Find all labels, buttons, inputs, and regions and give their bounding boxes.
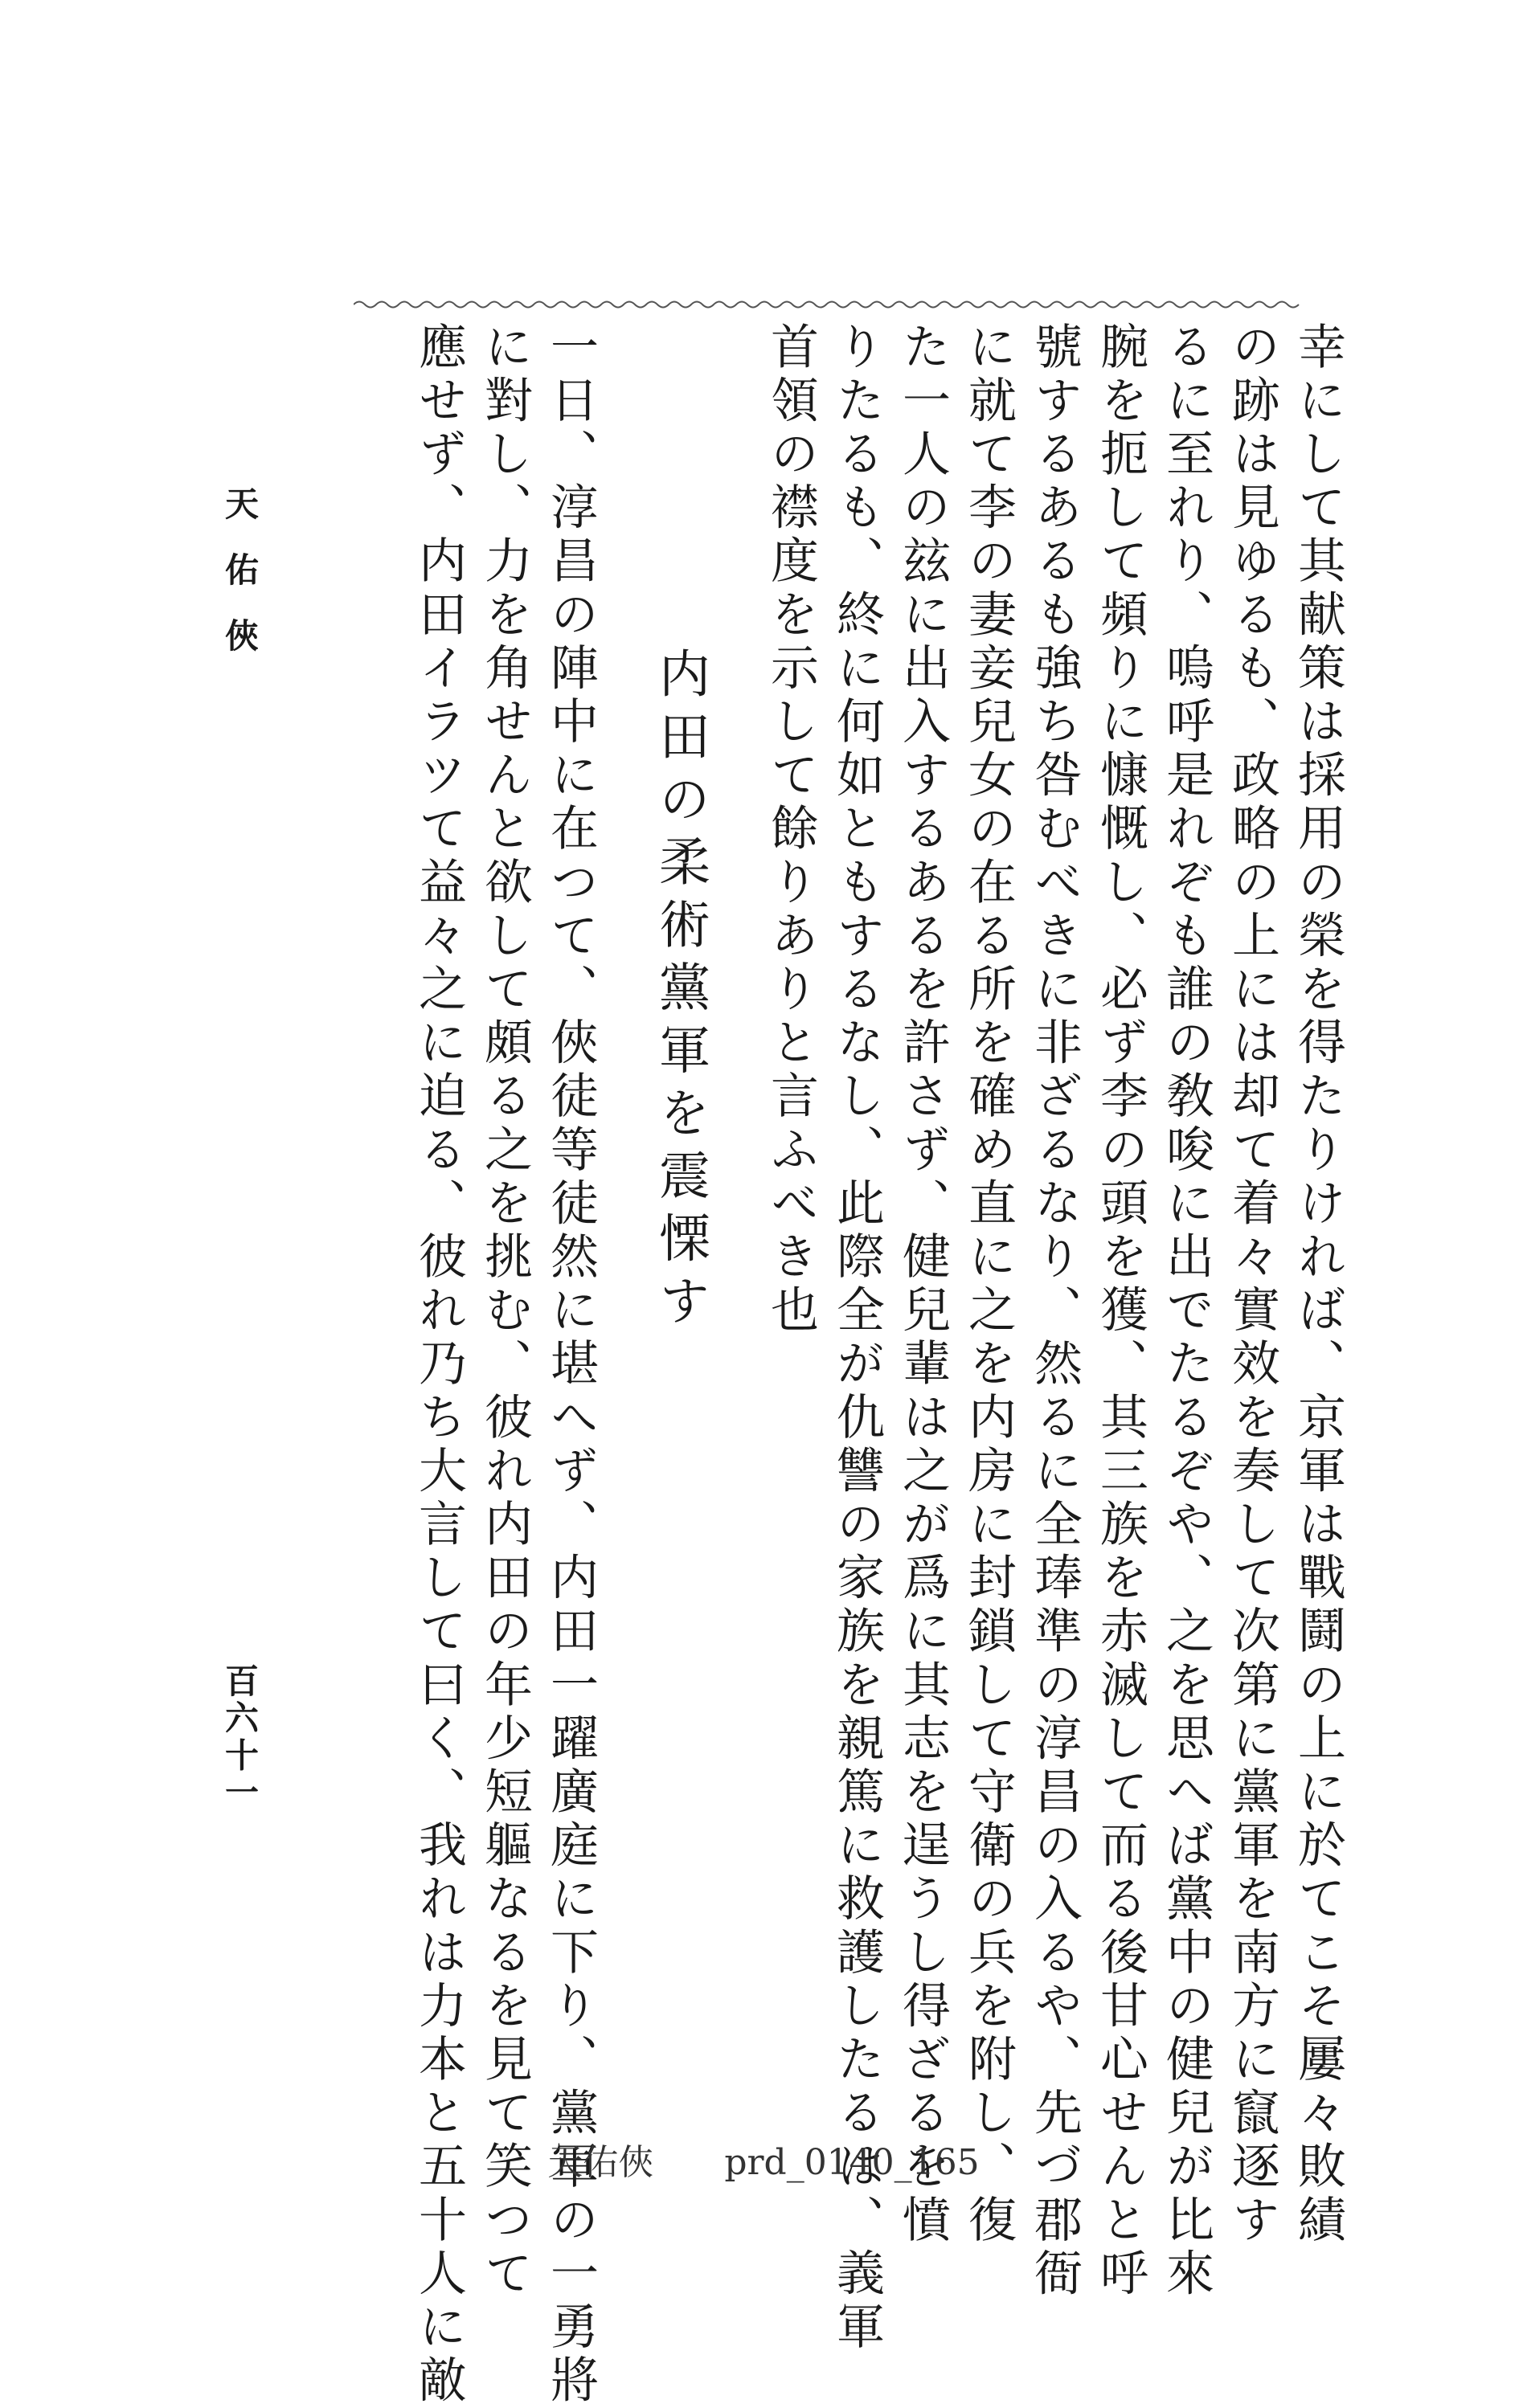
- page-number: 百六十一: [220, 1663, 260, 1812]
- section-column-1: 一日、淳昌の陣中に在つて、俠徒等徒然に堪へず、内田一躍廣庭に下り、黨軍の一勇將: [542, 321, 599, 2408]
- section-column-2: に對し、力を角せんと欲して頗る之を挑む、彼れ内田の年少短軀なるを見て笑つて: [477, 321, 533, 2302]
- section-heading: 内田の柔術黨軍を震慄す: [650, 647, 710, 1337]
- body-column-2: の跡は見ゆるも、政略の上には却て着々實效を奏して次第に黨軍を南方に竄逐す: [1224, 321, 1280, 2248]
- footer-caption: 天佑俠 prd_0140_165: [547, 2142, 980, 2183]
- body-column-1: 幸にして其献策は採用の榮を得たりければ、京軍は戰鬪の上に於てこそ屢々敗績: [1290, 321, 1346, 2248]
- body-column-9: 首領の襟度を示して餘りありと言ふべき也: [763, 321, 819, 1339]
- body-column-3: るに至れり、嗚呼是れぞも誰の敎唆に出でたるぞや、之を思へば黨中の健兒が比來: [1158, 321, 1214, 2302]
- decorative-wavy-rule: [354, 299, 1302, 310]
- body-column-4: 腕を扼して頻りに慷慨し、必ず李の頭を獲、其三族を赤滅して而る後甘心せんと呼: [1092, 321, 1148, 2302]
- body-column-8: りたるも、終に何如ともするなし、此際全が仇讐の家族を親篤に救護したるは、義軍: [829, 321, 885, 2355]
- body-column-6: に就て李の妻妾兒女の在る所を確め直に之を内房に封鎖して守衛の兵を附し、復: [960, 321, 1017, 2248]
- running-title: 天佑俠: [220, 486, 260, 684]
- body-column-5: 號するあるも強ち咎むべきに非ざるなり、然るに全琫準の淳昌の入るや、先づ郡衙: [1026, 321, 1083, 2302]
- body-column-7: た一人の玆に出入するあるを許さず、健兒輩は之が爲に其志を逞うし得ざるを憤: [895, 321, 951, 2248]
- section-column-3: 應せず、内田イラツて益々之に迫る、彼れ乃ち大言して曰く、我れは力本と五十人に敵: [411, 321, 467, 2408]
